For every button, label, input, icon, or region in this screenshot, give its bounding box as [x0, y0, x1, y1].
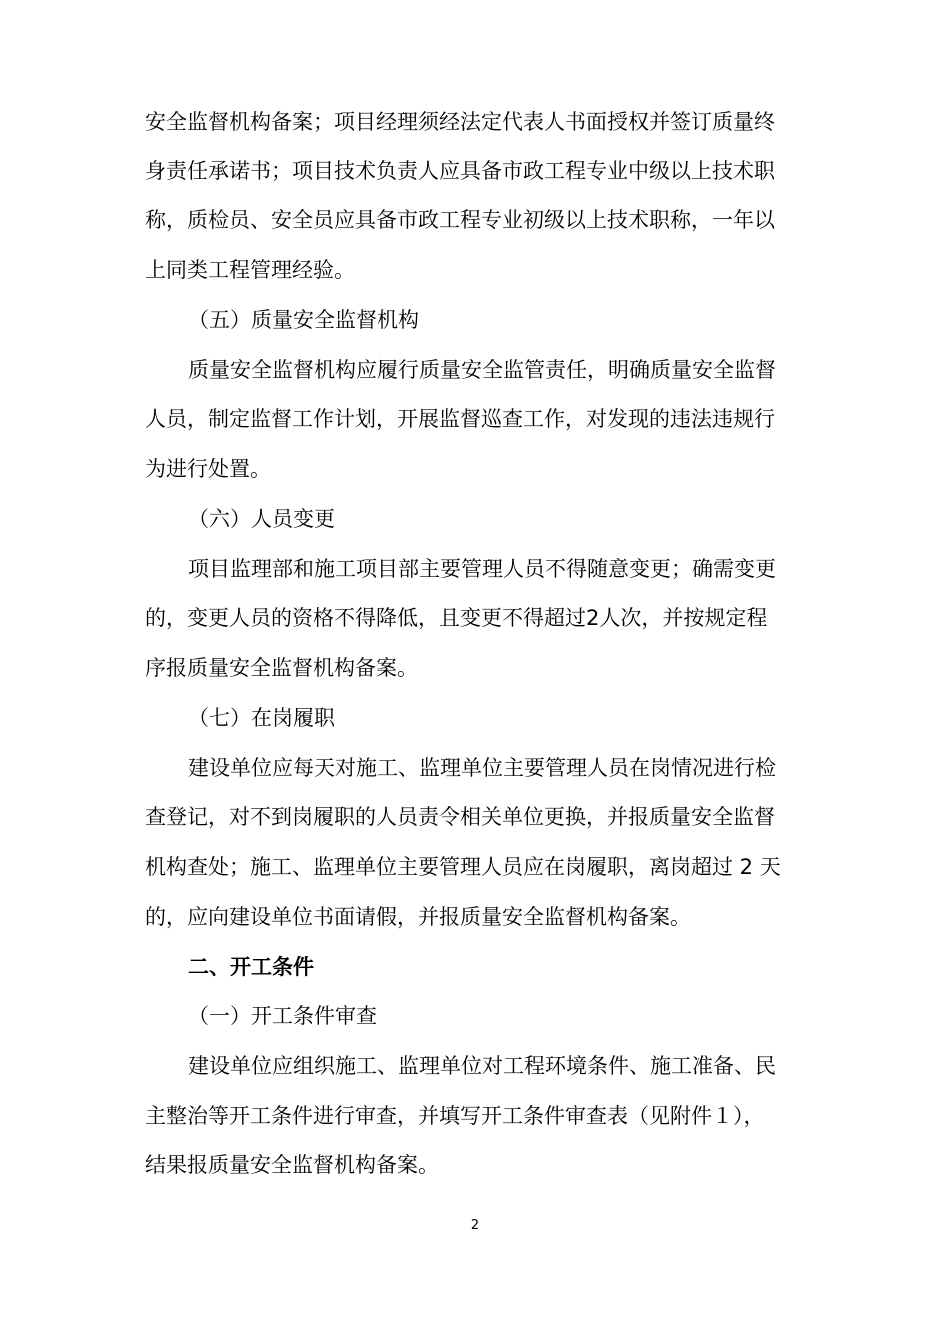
text-line: 建设单位应组织施工、监理单位对工程环境条件、施工准备、民 [188, 1054, 776, 1078]
text-line: 质量安全监督机构应履行质量安全监管责任，明确质量安全监督 [188, 358, 776, 382]
page-number: 2 [470, 1218, 480, 1233]
section-heading: （七）在岗履职 [188, 706, 335, 730]
text-line: 序报质量安全监督机构备案。 [145, 656, 418, 680]
text-line: 主整治等开工条件进行审查，并填写开工条件审查表（见附件１）， [145, 1104, 765, 1128]
text-line: 为进行处置。 [145, 457, 271, 481]
text-line: 结果报质量安全监督机构备案。 [145, 1153, 439, 1177]
text-line: 身责任承诺书；项目技术负责人应具备市政工程专业中级以上技术职 [145, 159, 775, 183]
text-line: 的，变更人员的资格不得降低，且变更不得超过2人次，并按规定程 [145, 606, 768, 630]
chapter-heading: 二、开工条件 [188, 955, 314, 979]
text-line: 上同类工程管理经验。 [145, 258, 355, 282]
text-line: 项目监理部和施工项目部主要管理人员不得随意变更；确需变更 [188, 557, 776, 581]
text-line: 建设单位应每天对施工、监理单位主要管理人员在岗情况进行检 [188, 756, 776, 780]
section-heading: （五）质量安全监督机构 [188, 308, 419, 332]
section-heading: （六）人员变更 [188, 507, 335, 531]
text-line: 人员，制定监督工作计划，开展监督巡查工作，对发现的违法违规行 [145, 407, 775, 431]
text-line: 的，应向建设单位书面请假，并报质量安全监督机构备案。 [145, 905, 691, 929]
text-line: 查登记，对不到岗履职的人员责令相关单位更换，并报质量安全监督 [145, 805, 775, 829]
text-line: 称，质检员、安全员应具备市政工程专业初级以上技术职称，一年以 [145, 208, 775, 232]
text-line: 安全监督机构备案；项目经理须经法定代表人书面授权并签订质量终 [145, 110, 775, 134]
section-heading: （一）开工条件审查 [188, 1004, 377, 1028]
text-line: 机构查处；施工、监理单位主要管理人员应在岗履职，离岗超过 2 天 [145, 855, 781, 879]
